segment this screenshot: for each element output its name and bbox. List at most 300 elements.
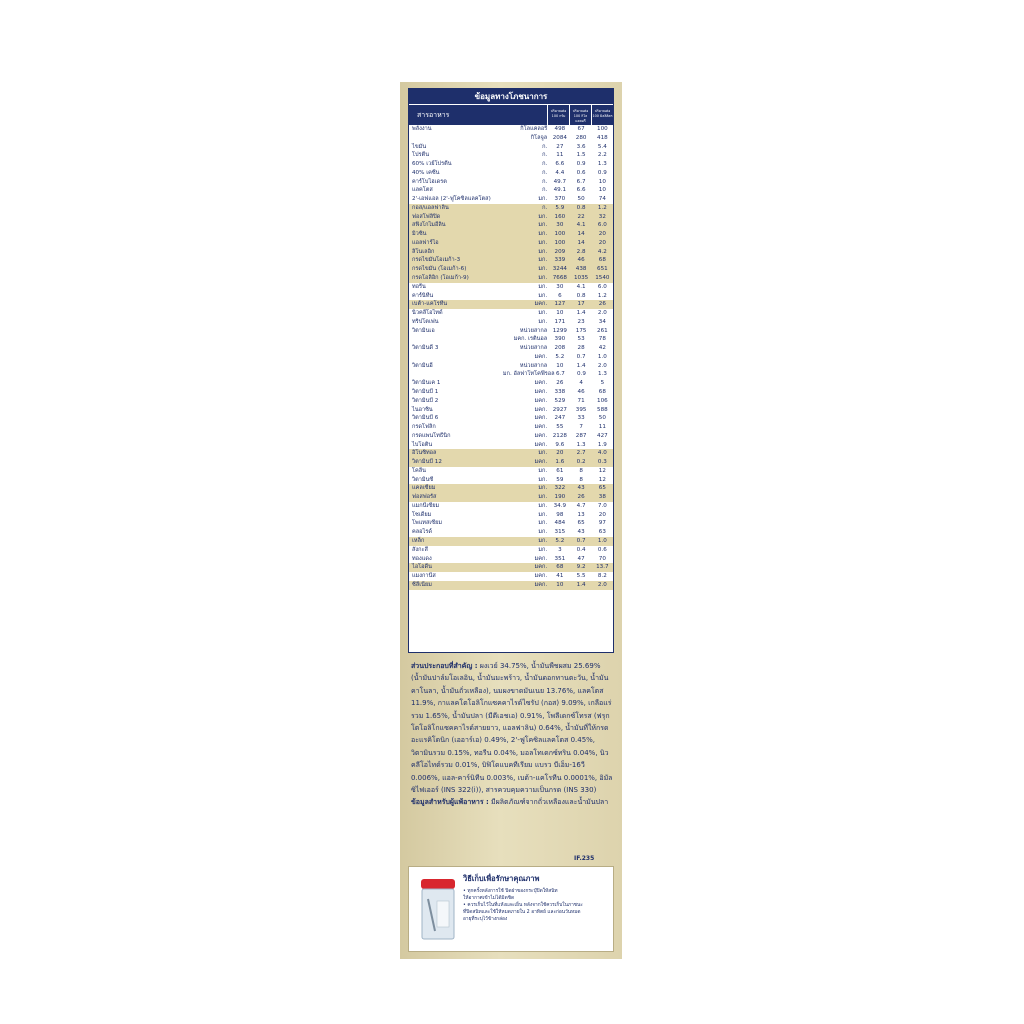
nutrition-row	[409, 274, 613, 283]
nutrient-value: 190	[554, 494, 566, 501]
nutrient-value: 10	[556, 581, 564, 588]
nutrient-unit: มคก.	[534, 380, 548, 387]
nutrient-value: 2.0	[597, 362, 607, 369]
nutrient-name: วิตามินดี 3	[412, 345, 439, 352]
nutrient-value: 53	[577, 336, 585, 343]
nutrient-value: 127	[554, 301, 566, 308]
nutrient-value: 0.9	[576, 371, 586, 378]
nutrient-value: 1.4	[576, 310, 586, 317]
nutrition-row	[409, 309, 613, 318]
nutrition-row	[409, 476, 613, 485]
nutrient-value: 68	[598, 257, 606, 264]
nutrient-value: 10	[556, 362, 564, 369]
nutrient-unit: ก.	[542, 204, 548, 211]
nutrient-value: 98	[556, 511, 564, 518]
nutrient-unit: ก.	[542, 143, 548, 150]
nutrition-row	[409, 230, 613, 239]
nutrient-name: ทริปโตเฟน	[412, 318, 439, 325]
nutrient-name: คลอไรด์	[412, 529, 432, 536]
nutrient-value: 55	[556, 424, 564, 431]
nutrient-value: 47	[577, 555, 585, 562]
nutrition-row	[409, 327, 613, 336]
nutrient-name: โปรตีน	[412, 152, 430, 159]
nutrient-value: 22	[577, 213, 585, 220]
nutrient-value: 0.4	[576, 546, 586, 553]
nutrition-row	[409, 362, 613, 371]
nutrient-name: แมกนีเซียม	[412, 502, 440, 509]
nutrient-value: 5.2	[555, 353, 565, 360]
nutrient-value: 6.0	[597, 222, 607, 229]
nutrition-row	[409, 160, 613, 169]
nutrition-row	[409, 221, 613, 230]
nutrient-value: 1540	[595, 275, 610, 282]
nutrition-row	[409, 546, 613, 555]
nutrient-unit: มก.	[538, 231, 548, 238]
nutrient-unit: มคก.	[534, 581, 548, 588]
nutrient-unit: มก.	[538, 275, 548, 282]
nutrient-value: 9.6	[555, 441, 565, 448]
nutrient-unit: มก.	[538, 310, 548, 317]
nutrient-value: 100	[597, 126, 608, 132]
nutrition-row	[409, 283, 613, 292]
nutrient-value: 390	[554, 336, 566, 343]
nutrient-value: 38	[598, 494, 606, 501]
nutrient-value: 4.1	[576, 222, 586, 229]
nutrient-unit: กิโลจูล	[530, 134, 548, 141]
nutrient-unit: มก.	[538, 450, 548, 457]
nutrient-name: ไอโอดีน	[412, 564, 432, 571]
nutrition-row	[409, 414, 613, 423]
nutrient-name: วิตามินบี 2	[412, 397, 439, 404]
nutrient-value: 2084	[552, 134, 567, 141]
nutrient-unit: มก.	[538, 502, 548, 509]
nutrient-value: 6.6	[576, 187, 586, 194]
ingredients-block	[411, 660, 613, 809]
nutrient-value: 5	[600, 380, 605, 387]
nutrient-unit: ก.	[542, 178, 548, 185]
nutrient-value: 11	[556, 152, 564, 159]
nutrient-value: 100	[554, 231, 566, 238]
nutrition-row	[409, 265, 613, 274]
nutrient-value: 339	[554, 257, 566, 264]
nutrient-name	[409, 353, 504, 362]
nutrient-name	[409, 134, 504, 143]
nutrient-unit: มก.	[538, 546, 548, 553]
nutrient-name: กอส/แอลฟาลิน	[412, 204, 449, 211]
nutrient-value: 1.0	[597, 353, 607, 360]
storage-line: อายุที่ระบุไว้ข้างกล่อง	[463, 917, 508, 922]
nutrient-name: วิตามินบี 6	[412, 415, 439, 422]
nutrient-value: 280	[575, 134, 587, 141]
nutrient-unit: ก.	[542, 161, 548, 168]
nutrient-value: 338	[554, 388, 566, 395]
nutrient-unit: มก.	[538, 257, 548, 264]
nutrient-unit: มคก.	[534, 573, 548, 580]
nutrient-value: 175	[575, 327, 587, 334]
nutrient-name: กรดไขมัน (โอเมก้า-6)	[412, 266, 467, 273]
nutrition-row	[409, 344, 613, 353]
nutrient-value: 34	[598, 318, 606, 325]
nutrient-name: ทอรีน	[412, 283, 426, 290]
nutrition-row	[409, 406, 613, 415]
nutrient-value: 6.7	[555, 371, 565, 378]
nutrient-value: 8	[579, 476, 583, 483]
nutrition-row	[409, 300, 613, 309]
nutrient-value: 74	[598, 196, 606, 203]
nutrient-value: 1.5	[576, 152, 586, 159]
nutrient-value: 1.4	[576, 581, 586, 588]
nutrition-row	[409, 449, 613, 458]
nutrient-unit: มก.	[538, 213, 548, 220]
nutrient-value: 61	[556, 467, 564, 474]
nutrient-value: 78	[598, 336, 606, 343]
nutrient-value: 106	[597, 397, 608, 404]
nutrient-value: 70	[598, 555, 606, 562]
nutrient-value: 6.7	[576, 178, 586, 185]
nutrient-name: กรดไขมันโอเมก้า-3	[412, 257, 461, 264]
nutrient-value: 46	[577, 257, 585, 264]
nutrient-name: ไนอาซิน	[412, 406, 433, 413]
nutrient-unit: มคก.	[534, 397, 548, 404]
nutrient-value: 1.3	[598, 371, 607, 378]
nutrient-name: ลิโนเลอิก	[412, 248, 435, 255]
nutrient-value: 287	[575, 432, 587, 439]
nutrient-unit: มก.	[538, 318, 548, 325]
nutrient-unit: หน่วยสากล	[519, 362, 548, 369]
nutrient-value: 160	[554, 213, 566, 220]
nutrition-row	[409, 572, 613, 581]
nutrient-unit: มคก.	[534, 432, 548, 439]
nutrient-value: 42	[598, 345, 606, 352]
nutrient-value: 10	[598, 187, 606, 194]
nutrient-unit: มคก. เรตินอล	[513, 336, 548, 343]
nutrition-row	[409, 484, 613, 493]
nutrient-value: 9.2	[576, 564, 586, 571]
nutrient-value: 32	[598, 213, 606, 220]
nutrient-value: 65	[577, 520, 585, 527]
nutrient-value: 33	[577, 415, 585, 422]
nutrient-value: 6.0	[597, 283, 607, 290]
nutrient-value: 14	[577, 239, 585, 246]
nutrition-row	[409, 195, 613, 204]
nutrient-unit: มก.	[538, 537, 548, 544]
nutrient-value: 59	[556, 476, 564, 483]
nutrient-unit: มคก.	[534, 415, 548, 422]
header-per-100ml: ปริมาณต่อ 100 มิลลิลิตร	[591, 105, 613, 125]
storage-line: ที่ปิดสนิทและใช้ให้หมดภายใน 2 อาทิตย์ และก่อนวันหมด	[463, 910, 581, 915]
nutrient-value: 2927	[552, 406, 567, 413]
nutrition-row	[409, 379, 613, 388]
nutrition-row	[409, 335, 613, 344]
nutrient-unit: มก.	[538, 266, 548, 273]
nutrient-name: ฟอสฟอรัส	[412, 494, 437, 501]
nutrient-unit: มคก.	[534, 459, 548, 466]
nutrient-value: 4.7	[576, 502, 586, 509]
nutrient-unit: มก.	[538, 485, 548, 492]
formula-can-icon	[415, 873, 461, 945]
nutrient-value: 0.3	[597, 459, 607, 466]
nutrient-value: 65	[598, 485, 606, 492]
nutrient-unit: มก. อัลฟาโทโคฟีรอล	[502, 371, 555, 378]
nutrition-row	[409, 432, 613, 441]
nutrient-value: 261	[597, 327, 608, 334]
ingredients-text: ผงเวย์ 34.75%, น้ำมันพืชผสม 25.69% (น้ำมันปาล์มโอเลอิน, น้ำมันมะพร้าว, น้ำมันดอกทานตะวัน, น้ำมันคาโนลา, น้ำมันถั่วเหลือง), นมผงขาดมันเนย 13.76%, แลคโตส 11.9%, กาแลคโตโอลิโกแซคคาไรด์ไซรัป (กอส) 9.09%, เกลือแร่รวม 1.65%, น้ำมันปลา (มีดีเอชเอ) 0.91%, โพลีเดกซ์โทรส (ฟรุกโตโอลิโกแซคคาไรด์สายยาว, แอลฟาลิน) 0.64%, น้ำมันที่ให้กรดอะแรคิโดนิก (เออาร์เอ) 0.49%, 2'-ฟูโคซิลแลคโตส 0.45%, วิตามินรวม 0.15%, ทอรีน 0.04%, มอลโทเดกซ์ทริน 0.04%, นิวคลีโอไทด์รวม 0.01%, บิฟิโดแบคทีเรียม แบรว บีเอ็ม-16วี 0.006%, แอล-คาร์นิทีน 0.003%, เบต้า-แคโรทีน 0.0001%, อิมัลซิไฟเออร์ (INS 322(i)), สารควบคุมความเป็นกรด (INS 330)	[411, 662, 613, 795]
nutrition-row	[409, 423, 613, 432]
nutrient-value: 11	[598, 424, 606, 431]
nutrition-row	[409, 248, 613, 257]
nutrient-value: 43	[577, 529, 585, 536]
nutrient-value: 4	[579, 380, 583, 387]
nutrient-value: 0.6	[597, 546, 607, 553]
nutrient-value: 0.8	[576, 292, 586, 299]
nutrition-row	[409, 388, 613, 397]
nutrient-value: 6	[558, 292, 562, 299]
nutrient-unit: มก.	[538, 292, 548, 299]
nutrient-value: 41	[556, 573, 564, 580]
storage-instructions	[408, 866, 614, 952]
nutrient-unit: ก.	[542, 169, 548, 176]
nutrition-row	[409, 528, 613, 537]
nutrient-value: 46	[577, 388, 585, 395]
nutrient-value: 28	[577, 345, 585, 352]
nutrition-row	[409, 511, 613, 520]
header-per-100g: ปริมาณต่อ 100 กรัม	[547, 105, 569, 125]
nutrient-value: 8.2	[597, 573, 607, 580]
nutrient-value: 5.9	[555, 204, 565, 211]
nutrient-value: 43	[577, 485, 585, 492]
nutrient-value: 427	[597, 432, 608, 439]
nutrient-unit: มก.	[538, 476, 548, 483]
nutrient-name: วิตามินบี 12	[412, 459, 442, 466]
nutrient-name: 2'-เอฟแอล (2'-ฟูโคซิลแลคโตส)	[412, 196, 491, 203]
nutrient-value: 2.7	[576, 450, 586, 457]
nutrition-row	[409, 143, 613, 152]
header-per-100kcal: ปริมาณต่อ 100 กิโลแคลอรี	[569, 105, 591, 125]
nutrient-value: 1.9	[597, 441, 607, 448]
nutrient-value: 0.8	[576, 204, 586, 211]
nutrient-unit: มก.	[538, 529, 548, 536]
nutrient-value: 2.8	[576, 248, 586, 255]
nutrient-value: 2.0	[597, 310, 607, 317]
nutrient-name: กรดแพนโทธีนิก	[412, 432, 451, 439]
allergy-text: มีผลิตภัณฑ์จากถั่วเหลืองและน้ำมันปลา	[488, 798, 609, 807]
nutrition-row	[409, 213, 613, 222]
nutrient-value: 1.2	[597, 204, 607, 211]
nutrient-name: โซเดียม	[412, 511, 432, 518]
nutrient-value: 20	[556, 450, 564, 457]
nutrient-value: 63	[598, 529, 606, 536]
nutrient-value: 67	[577, 126, 585, 132]
nutrient-value: 0.9	[576, 161, 586, 168]
nutrient-unit: ก.	[542, 152, 548, 159]
nutrient-value: 438	[575, 266, 587, 273]
nutrient-unit: หน่วยสากล	[519, 327, 548, 334]
nutrient-value: 0.9	[597, 169, 607, 176]
nutrient-value: 30	[556, 222, 564, 229]
nutrient-value: 20	[598, 231, 606, 238]
nutrient-unit: มก.	[538, 520, 548, 527]
header-nutrient: สารอาหาร	[417, 111, 450, 119]
nutrient-value: 10	[556, 310, 564, 317]
nutrient-unit: มก.	[538, 283, 548, 290]
nutrient-value: 17	[577, 301, 585, 308]
nutrient-unit: มก.	[538, 511, 548, 518]
nutrition-row	[409, 519, 613, 528]
nutrient-value: 4.2	[597, 248, 607, 255]
storage-line: • ควรเก็บไว้ในที่แห้งและเย็น หลังจากใช้ควรเก็บในภาชนะ	[463, 903, 583, 908]
nutrient-name: ซีลีเนียม	[412, 581, 432, 588]
nutrient-value: 0.7	[576, 353, 586, 360]
nutrient-value: 1.4	[576, 362, 586, 369]
nutrition-row	[409, 169, 613, 178]
nutrient-value: 26	[598, 301, 606, 308]
nutrient-value: 4.1	[576, 283, 586, 290]
nutrient-name: อิโนซิทอล	[412, 450, 437, 457]
nutrient-value: 3	[558, 546, 562, 553]
nutrient-value: 10	[598, 178, 606, 185]
nutrient-name: กรดโฟลิก	[412, 424, 436, 431]
nutrient-value: 50	[577, 196, 585, 203]
nutrition-facts-title: ข้อมูลทางโภชนาการ	[409, 89, 613, 104]
nutrient-value: 7668	[552, 275, 567, 282]
nutrient-name: 60% เวย์โปรตีน	[412, 161, 452, 168]
nutrient-value: 20	[598, 239, 606, 246]
nutrition-rows	[409, 125, 613, 590]
nutrient-value: 1035	[573, 275, 589, 282]
nutrient-unit: มก.	[538, 248, 548, 255]
nutrient-unit: มก.	[538, 467, 548, 474]
nutrient-value: 30	[556, 283, 564, 290]
nutrient-value: 1.3	[597, 161, 607, 168]
nutrient-name: นิวคลีโอไทด์	[412, 310, 443, 317]
nutrition-row	[409, 397, 613, 406]
nutrition-row	[409, 178, 613, 187]
nutrient-name: คาร์โบไฮเดรต	[412, 178, 447, 185]
nutrient-name: ฟอสโฟลิปิด	[412, 213, 441, 220]
nutrient-name: วิตามินบี 1	[412, 388, 439, 395]
nutrient-value: 351	[554, 555, 566, 562]
nutrient-value: 3.6	[576, 143, 586, 150]
nutrient-value: 12	[598, 467, 606, 474]
nutrient-unit: มก.	[538, 494, 548, 501]
nutrient-value: 315	[554, 529, 566, 536]
nutrient-value: 14	[577, 231, 585, 238]
nutrient-unit: มก.	[538, 222, 548, 229]
nutrient-name: โคลีน	[412, 467, 426, 474]
nutrient-value: 208	[554, 345, 566, 352]
nutrition-row	[409, 555, 613, 564]
nutrient-name: เหล็ก	[412, 537, 425, 544]
nutrient-value: 0.7	[576, 537, 586, 544]
nutrient-value: 322	[554, 485, 566, 492]
nutrient-name: สฟิงโกไมอีลิน	[412, 222, 446, 229]
nutrient-value: 2128	[552, 432, 567, 439]
nutrient-name: วิตามินซี	[412, 476, 434, 483]
nutrient-unit: มคก.	[534, 388, 548, 395]
nutrition-row	[409, 204, 613, 213]
nutrient-value: 13.7	[596, 564, 609, 571]
storage-line: • ทุกครั้งหลังการใช้ ปิดฝาของกระปุ๋ปิดให้สนิท	[463, 889, 558, 894]
nutrient-value: 5.4	[597, 143, 607, 150]
nutrient-name: โพแทสเซียม	[412, 520, 443, 527]
nutrition-row	[409, 353, 613, 362]
nutrient-value: 12	[598, 476, 606, 483]
nutrient-value: 484	[554, 520, 566, 527]
nutrient-value: 7	[579, 424, 583, 431]
nutrition-row	[409, 370, 613, 379]
nutrient-value: 8	[579, 467, 583, 474]
nutrition-row	[409, 186, 613, 195]
nutrition-row	[409, 581, 613, 590]
nutrient-value: 651	[597, 266, 608, 273]
nutrient-unit: มก.	[538, 239, 548, 246]
nutrition-row	[409, 502, 613, 511]
nutrient-value: 34.9	[553, 502, 567, 509]
nutrient-name: วิตามินเอ	[412, 327, 435, 334]
nutrient-name: 40% เคซีน	[412, 169, 440, 176]
nutrient-value: 171	[554, 318, 566, 325]
nutrient-value: 6.6	[555, 161, 565, 168]
nutrient-value: 71	[577, 397, 585, 404]
nutrient-value: 27	[556, 143, 564, 150]
nutrient-value: 209	[554, 248, 566, 255]
nutrient-value: 529	[554, 397, 566, 404]
nutrient-unit: หน่วยสากล	[519, 345, 548, 352]
nutrient-name: พลังงาน	[412, 126, 432, 132]
nutrition-facts-header	[409, 104, 613, 125]
nutrient-value: 50	[598, 415, 606, 422]
nutrition-row	[409, 493, 613, 502]
nutrient-value: 97	[598, 520, 606, 527]
nutrient-value: 13	[577, 511, 585, 518]
nutrition-row	[409, 458, 613, 467]
nutrient-value: 20	[598, 511, 606, 518]
storage-line: ให้อากาศเข้าไม่ได้มิดชิด	[463, 896, 515, 901]
nutrition-row	[409, 318, 613, 327]
nutrient-value: 5.2	[555, 537, 565, 544]
nutrient-name: กรดโอลิอิก (โอเมก้า-9)	[412, 275, 469, 282]
nutrient-value: 26	[577, 494, 585, 501]
nutrient-unit: มคก.	[534, 424, 548, 431]
nutrient-name: คาร์นิทีน	[412, 292, 434, 299]
nutrient-value: 68	[598, 388, 606, 395]
nutrient-value: 2.2	[597, 152, 607, 159]
nutrient-name: วิตามินอี	[412, 362, 433, 369]
nutrient-value: 68	[556, 564, 564, 571]
nutrient-value: 1299	[552, 327, 567, 334]
nutrient-value: 395	[575, 406, 587, 413]
nutrition-row	[409, 256, 613, 265]
nutrition-facts-table	[408, 88, 614, 653]
nutrient-value: 3244	[552, 266, 567, 273]
nutrient-name: ทองแดง	[412, 555, 432, 562]
nutrient-value: 498	[554, 126, 566, 132]
nutrition-row	[409, 563, 613, 572]
nutrient-name: สังกะสี	[412, 546, 428, 553]
nutrient-value: 7.0	[597, 502, 607, 509]
nutrient-name: แลคโตส	[412, 187, 433, 194]
nutrient-unit: มคก.	[534, 564, 548, 571]
nutrient-name: แคลเซียม	[412, 485, 436, 492]
product-code: IF.235	[574, 855, 595, 862]
nutrient-name: มิวซิน	[412, 231, 427, 238]
nutrient-value: 1.2	[597, 292, 607, 299]
nutrient-value: 49.7	[553, 178, 567, 185]
nutrient-value: 1.3	[576, 441, 586, 448]
nutrient-name: วิตามินเค 1	[412, 380, 441, 387]
nutrient-value: 23	[577, 318, 585, 325]
ingredients-label: ส่วนประกอบที่สำคัญ :	[411, 662, 478, 670]
